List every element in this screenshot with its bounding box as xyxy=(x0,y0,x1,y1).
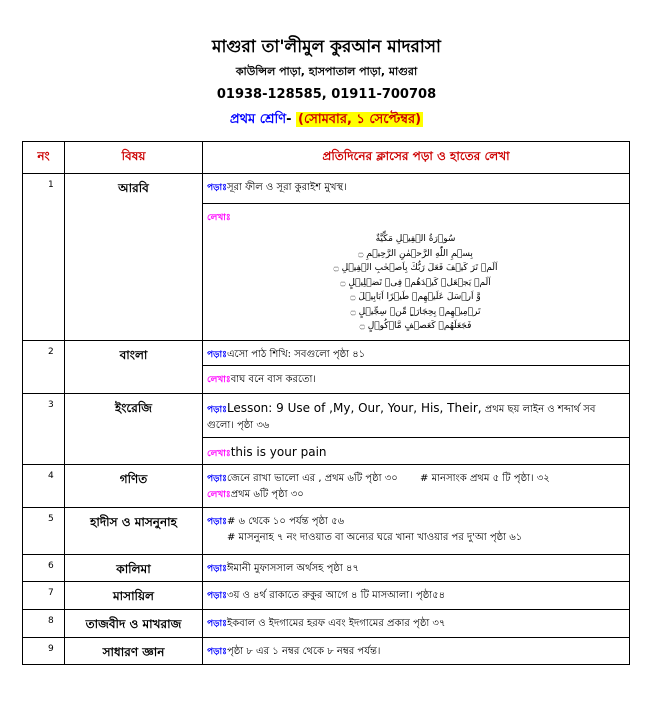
row-number: 8 xyxy=(23,610,65,638)
table-row xyxy=(23,394,630,438)
table-row xyxy=(23,582,630,610)
write-label: লেখাঃ xyxy=(207,449,231,459)
read-label: পড়াঃ xyxy=(207,405,227,415)
read-label: পড়াঃ xyxy=(207,564,227,574)
table-row xyxy=(23,341,630,366)
arabic-surah-text xyxy=(207,226,624,334)
arabic-line: بِسۡمِ اللّٰهِ الرَّحۡمٰنِ الرَّحِیۡمِ ۝ xyxy=(358,248,473,259)
row-subject: সাধারণ জ্ঞান xyxy=(65,638,203,665)
arabic-line: اَلَمۡ یَجۡعَلۡ كَیۡدَهُمۡ فِیۡ تَضۡلِیۡلٍ ۝ xyxy=(340,277,491,288)
read-cell xyxy=(203,610,630,638)
read-label: পড়াঃ xyxy=(207,591,227,601)
write-label: লেখাঃ xyxy=(207,213,231,223)
row-subject: বাংলা xyxy=(65,341,203,394)
class-line xyxy=(0,111,653,129)
read-label: পড়াঃ xyxy=(207,474,227,484)
document-header xyxy=(0,36,653,129)
read-cell xyxy=(203,508,630,555)
table-row xyxy=(23,465,630,508)
read-cell xyxy=(203,555,630,582)
arabic-line: وَّ اَرۡسَلَ عَلَیۡهِمۡ طَیۡرًا اَبَابِیۡلَ ۝ xyxy=(350,292,481,302)
row-subject: আরবি xyxy=(65,174,203,341)
read-cell xyxy=(203,638,630,665)
class-date: (সোমবার, ১ সেপ্টেম্বর) xyxy=(298,112,422,127)
read-text: ৩য় ও ৪র্থ রাকাতে রুকুর আগে ৪ টি মাসআলা। পৃষ্ঠা৫৪ xyxy=(226,590,446,601)
phone-numbers: 01938-128585, 01911-700708 xyxy=(216,87,437,102)
header-work: প্রতিদিনের ক্লাসের পড়া ও হাতের লেখা xyxy=(203,142,630,174)
read-write-cell xyxy=(203,465,630,508)
row-number: 5 xyxy=(23,508,65,555)
arabic-line: سُوۡرَةُ الۡفِیۡلِ مَكِّیَّةٌ xyxy=(375,234,456,244)
madrasa-address: কাউন্সিল পাড়া, হাসপাতাল পাড়া, মাগুরা xyxy=(235,65,418,78)
read-cell xyxy=(203,582,630,610)
row-subject: তাজবীদ ও মাখরাজ xyxy=(65,610,203,638)
row-subject: গণিত xyxy=(65,465,203,508)
write-cell xyxy=(203,438,630,465)
write-cell xyxy=(203,366,630,394)
header-no: নং xyxy=(23,142,65,174)
read-text: এসো পাঠ শিখি: সবগুলো পৃষ্ঠা ৪১ xyxy=(226,349,366,360)
row-subject: হাদীস ও মাসনুনাহ xyxy=(65,508,203,555)
row-number: 1 xyxy=(23,174,65,341)
read-text: # ৬ থেকে ১০ পর্যন্ত পৃষ্ঠা ৫৬ xyxy=(226,516,345,527)
read-text: পৃষ্ঠা ৮ এর ১ নম্বর থেকে ৮ নম্বর পর্যন্ত। xyxy=(226,646,381,657)
write-text: প্রথম ৬টি পৃষ্ঠা ৩০ xyxy=(230,489,304,500)
read-text: ঈমানী মুফাসসাল অর্থসহ পৃষ্ঠা ৪৭ xyxy=(226,563,359,574)
read-cell xyxy=(203,394,630,438)
row-number: 9 xyxy=(23,638,65,665)
read-label: পড়াঃ xyxy=(207,647,227,657)
read-text: জেনে রাখা ভালো এর , প্রথম ৬টি পৃষ্ঠা ৩০ # মানসাংক প্রথম ৫ টি পৃষ্ঠা। ৩২ xyxy=(226,473,550,484)
read-text: ইকবাল ও ইদগামের হরফ এবং ইদগামের প্রকার পৃষ্ঠা ৩৭ xyxy=(226,618,446,629)
write-cell xyxy=(203,204,630,341)
row-subject: কালিমা xyxy=(65,555,203,582)
read-label: পড়াঃ xyxy=(207,517,227,527)
row-number: 7 xyxy=(23,582,65,610)
row-number: 6 xyxy=(23,555,65,582)
read-text: সূরা ফীল ও সূরা কুরাইশ মুখস্থ। xyxy=(226,182,347,193)
arabic-line: اَلَمۡ تَرَ كَیۡفَ فَعَلَ رَبُّكَ بِاَصۡحٰبِ الۡفِیۡلِ ۝ xyxy=(333,263,498,273)
read-cell xyxy=(203,174,630,204)
table-header-row xyxy=(23,142,630,174)
row-subject: মাসায়িল xyxy=(65,582,203,610)
read-label: পড়াঃ xyxy=(207,619,227,629)
read-text-english: Lesson: 9 Use of ,My, Our, Your, His, Their, xyxy=(226,401,482,415)
row-number: 4 xyxy=(23,465,65,508)
read-label: পড়াঃ xyxy=(207,183,227,193)
header-subject: বিষয় xyxy=(65,142,203,174)
table-row xyxy=(23,508,630,555)
class-dash: - xyxy=(286,112,292,127)
write-text-english: this is your pain xyxy=(230,445,327,459)
write-text: বাঘ বনে বাস করতো। xyxy=(230,374,316,385)
lesson-table xyxy=(22,141,630,665)
table-row xyxy=(23,174,630,204)
read-label: পড়াঃ xyxy=(207,350,227,360)
arabic-line: فَجَعَلَهُمۡ كَعَصۡفٍ مَّاۡكُوۡلٍ ۝ xyxy=(359,321,472,331)
table-row xyxy=(23,610,630,638)
row-subject: ইংরেজি xyxy=(65,394,203,465)
table-row xyxy=(23,638,630,665)
madrasa-title: মাগুরা তা'লীমুল কুরআন মাদরাসা xyxy=(212,37,441,57)
arabic-line: تَرۡمِیۡهِمۡ بِحِجَارَۃٍ مِّنۡ سِجِّیۡلٍ ۝ xyxy=(350,306,481,317)
read-cell xyxy=(203,341,630,366)
read-text: প্রথম ছয় লাইন ও শব্দার্থ সব গুলো। পৃষ্ঠা ৩৬ xyxy=(207,404,596,431)
class-name: প্রথম শ্রেণি xyxy=(229,112,287,127)
row-number: 2 xyxy=(23,341,65,394)
table-row xyxy=(23,555,630,582)
write-label: লেখাঃ xyxy=(207,490,231,500)
read-text-2: # মাসনুনাহ ৭ নং দাওয়াত বা অন্যের ঘরে খানা খাওয়ার পর দু'আ পৃষ্ঠা ৬১ xyxy=(227,532,523,543)
row-number: 3 xyxy=(23,394,65,465)
write-label: লেখাঃ xyxy=(207,375,231,385)
